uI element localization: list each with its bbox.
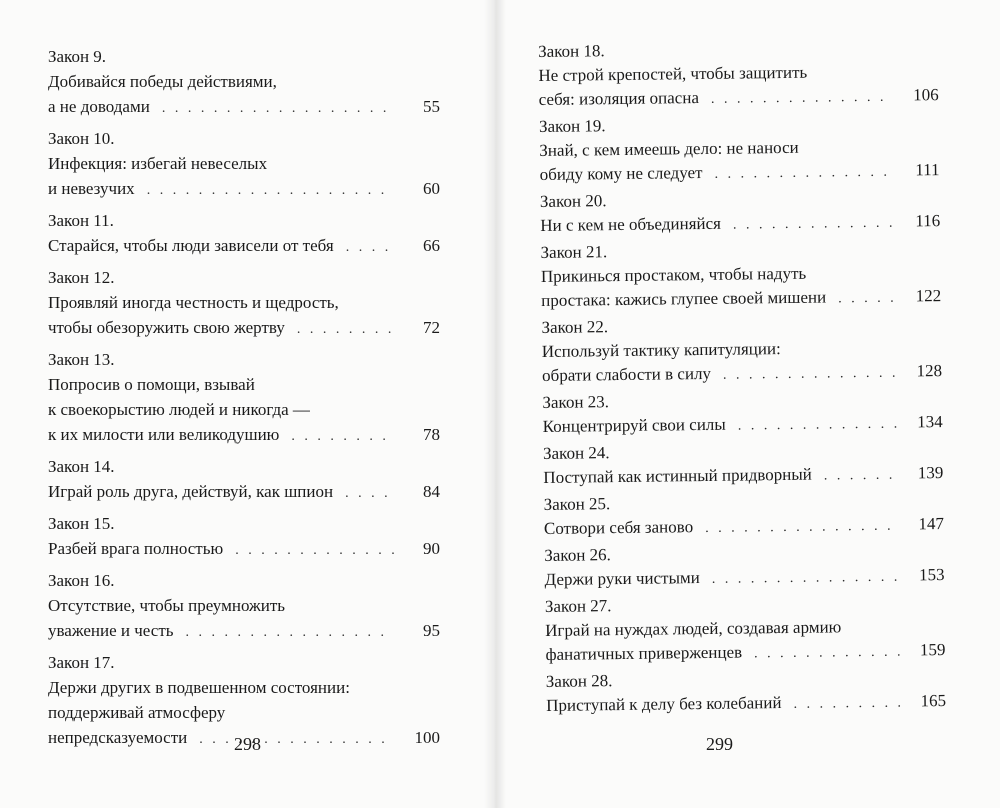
law-title-text: Сотвори себя заново <box>543 517 694 538</box>
entry-page-number: 165 <box>920 691 947 711</box>
law-title-last-line <box>543 410 943 441</box>
law-number: Закон 13. <box>48 350 115 369</box>
page-number-left: 298 <box>234 734 261 754</box>
law-title-text: обрати слабости в силу <box>541 363 712 385</box>
entry-page-number: 90 <box>423 539 440 558</box>
law-title-text: Концентрируй свои силы <box>542 414 726 436</box>
law-number: Закон 14. <box>48 457 115 476</box>
toc-entry <box>544 539 945 594</box>
dot-leader <box>235 538 394 563</box>
book-gutter <box>484 0 506 808</box>
dot-leader <box>824 464 898 489</box>
law-title-line: Проявляй иногда честность и щедрость, <box>48 293 339 312</box>
entry-page-number: 128 <box>916 361 943 381</box>
law-title-last-line <box>546 689 946 720</box>
law-title-line: Держи других в подвешенном состоянии: <box>48 678 350 697</box>
toc-entry <box>48 265 440 342</box>
law-title-line: Играй на нуждах людей, создавая армию <box>545 617 842 640</box>
entry-page-number: 139 <box>917 463 944 483</box>
law-number: Закон 18. <box>538 41 605 61</box>
law-number: Закон 15. <box>48 514 115 533</box>
law-title-text: себя: изоляция опасна <box>538 88 700 109</box>
law-title-text: Разбей врага полностью <box>48 539 224 558</box>
law-number: Закон 24. <box>542 443 610 463</box>
law-title-last-line <box>540 158 940 189</box>
law-title-last-line <box>544 512 944 543</box>
law-title-text: и невезучих <box>48 179 135 198</box>
entry-page-number: 147 <box>918 514 945 534</box>
toc-entry <box>539 110 940 189</box>
dot-leader <box>345 481 394 506</box>
entry-page-number: 55 <box>423 97 440 116</box>
entry-page-number: 84 <box>423 482 440 501</box>
toc-entry <box>545 590 946 669</box>
entry-page-number: 134 <box>917 412 943 432</box>
law-title-last-line <box>540 209 940 240</box>
law-title-last-line <box>545 638 945 669</box>
law-title-line: Добивайся победы действиями, <box>48 72 277 91</box>
toc-entry <box>542 386 943 441</box>
entry-page-number: 111 <box>915 160 940 180</box>
law-number: Закон 28. <box>545 671 613 691</box>
law-title-last-line <box>544 563 944 594</box>
law-title-line: Не строй крепостей, чтобы защитить <box>538 62 808 85</box>
toc-entry <box>48 126 440 203</box>
law-title-last-line <box>543 461 943 492</box>
law-title-last-line <box>48 536 440 563</box>
entry-page-number: 66 <box>423 236 440 255</box>
toc-entry <box>48 511 440 563</box>
toc-entry <box>48 347 440 449</box>
toc-list-left <box>48 44 440 757</box>
law-title-last-line <box>48 94 440 121</box>
toc-entry <box>546 665 947 720</box>
toc-entry <box>538 35 939 114</box>
dot-leader <box>754 641 900 667</box>
toc-entry <box>543 437 944 492</box>
toc-entry <box>540 185 941 240</box>
toc-entry <box>48 44 440 121</box>
toc-list-right <box>538 35 946 721</box>
law-title-last-line <box>48 479 440 506</box>
toc-entry <box>540 236 941 315</box>
toc-entry <box>544 488 945 543</box>
toc-entry <box>48 208 440 260</box>
law-title-last-line <box>48 422 440 449</box>
law-title-text: Ни с кем не объединяйся <box>540 213 722 235</box>
page-number-right: 299 <box>706 734 733 754</box>
law-title-line: поддерживай атмосферу <box>48 703 226 722</box>
dot-leader <box>738 413 897 439</box>
entry-page-number: 153 <box>918 565 945 585</box>
entry-page-number: 72 <box>423 318 440 337</box>
dot-leader <box>199 727 394 752</box>
law-number: Закон 10. <box>48 129 115 148</box>
law-title-last-line <box>541 284 941 315</box>
entry-page-number: 106 <box>913 85 939 105</box>
law-title-text: к их милости или великодушию <box>48 425 280 444</box>
dot-leader <box>793 692 900 717</box>
toc-entry <box>541 311 942 390</box>
law-title-text: простака: кажись глупее своей мишени <box>541 287 827 310</box>
law-title-line: Попросив о помощи, взывай <box>48 375 255 394</box>
law-title-text: обиду кому не следует <box>539 163 703 184</box>
law-title-line: Инфекция: избегай невеселых <box>48 154 268 173</box>
law-number: Закон 9. <box>48 47 107 66</box>
law-title-last-line <box>48 618 440 645</box>
law-title-text: фанатичных приверженцев <box>545 642 743 664</box>
law-title-text: а не доводами <box>48 97 150 116</box>
law-number: Закон 12. <box>48 268 115 287</box>
law-title-line: Отсутствие, чтобы преумножить <box>48 596 286 615</box>
law-title-last-line <box>48 176 440 203</box>
law-title-text: Старайся, чтобы люди зависели от тебя <box>48 236 334 255</box>
law-title-last-line <box>542 359 942 390</box>
dot-leader <box>711 86 893 112</box>
law-number: Закон 22. <box>541 317 609 337</box>
dot-leader <box>291 424 394 449</box>
toc-entry <box>48 568 440 645</box>
law-title-text: уважение и честь <box>48 621 174 640</box>
law-title-text: Поступай как истинный придворный <box>543 464 812 487</box>
dot-leader <box>733 212 895 238</box>
law-number: Закон 11. <box>48 211 114 230</box>
entry-page-number: 100 <box>414 728 440 747</box>
dot-leader <box>705 515 898 541</box>
law-number: Закон 23. <box>542 392 610 412</box>
law-title-text: Играй роль друга, действуй, как шпион <box>48 482 334 501</box>
dot-leader <box>297 317 394 342</box>
law-title-text: Приступай к делу без колебаний <box>546 693 782 715</box>
entry-page-number: 95 <box>423 621 440 640</box>
entry-page-number: 78 <box>423 425 440 444</box>
law-title-text: чтобы обезоружить свою жертву <box>48 318 285 337</box>
dot-leader <box>147 178 394 203</box>
law-number: Закон 20. <box>539 191 607 211</box>
dot-leader <box>346 235 394 260</box>
entry-page-number: 60 <box>423 179 440 198</box>
entry-page-number: 116 <box>915 211 941 231</box>
entry-page-number: 122 <box>915 286 942 306</box>
dot-leader <box>186 620 395 645</box>
law-title-line: Используй тактику капитуляции: <box>541 339 781 361</box>
law-number: Закон 27. <box>544 596 612 616</box>
dot-leader <box>723 362 896 388</box>
law-title-last-line <box>539 83 939 114</box>
dot-leader <box>712 566 899 592</box>
law-title-line: Прикинься простаком, чтобы надуть <box>540 263 807 286</box>
law-title-text: непредсказуемости <box>48 728 188 747</box>
law-number: Закон 26. <box>544 545 611 565</box>
dot-leader <box>838 287 895 312</box>
law-number: Закон 16. <box>48 571 115 590</box>
law-title-last-line <box>48 315 440 342</box>
law-title-line: к своекорыстию людей и никогда — <box>48 400 310 419</box>
law-number: Закон 17. <box>48 653 115 672</box>
law-title-text: Держи руки чистыми <box>544 568 700 589</box>
dot-leader <box>162 96 394 121</box>
law-number: Закон 19. <box>538 116 606 136</box>
law-number: Закон 25. <box>543 494 611 514</box>
law-title-last-line <box>48 233 440 260</box>
entry-page-number: 159 <box>919 640 946 660</box>
law-title-line: Знай, с кем имеешь дело: не наноси <box>539 137 799 160</box>
toc-entry <box>48 454 440 506</box>
law-number: Закон 21. <box>540 242 608 262</box>
dot-leader <box>714 161 893 187</box>
